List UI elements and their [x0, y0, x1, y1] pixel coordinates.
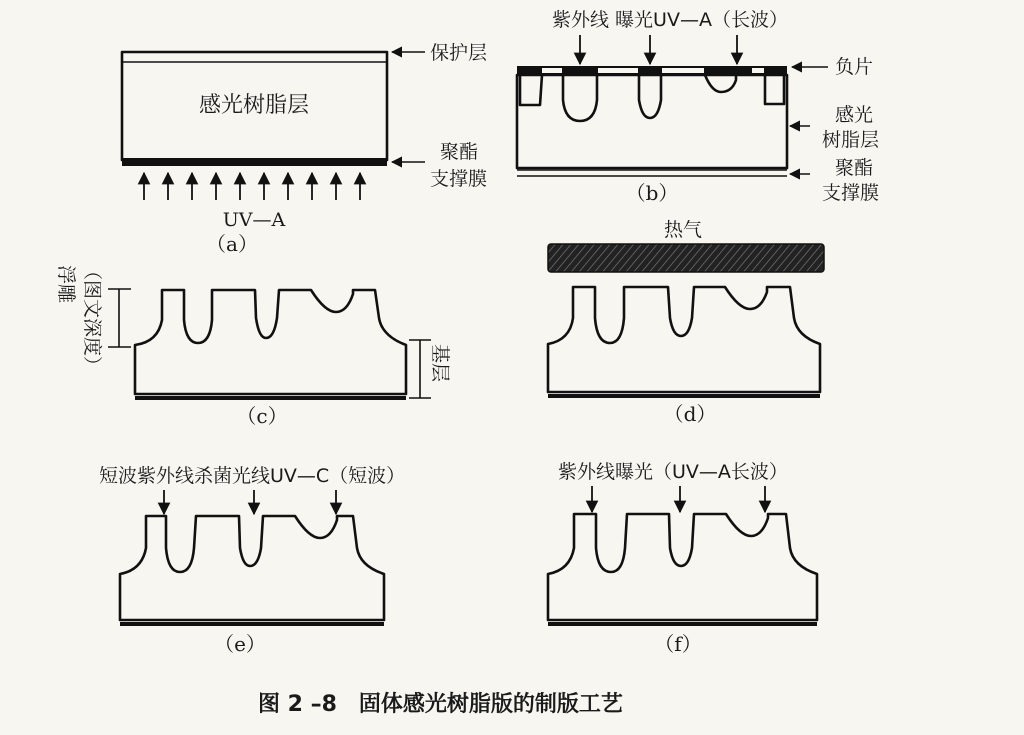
panel-f-label: （f）: [654, 632, 702, 656]
relief-label: 浮雕: [55, 265, 77, 304]
uv-exposure-label: 紫外线 曝光UV—A（长波）: [552, 9, 788, 31]
resin-label-2: 树脂层: [822, 129, 880, 151]
resin-label-1: 感光: [835, 104, 874, 126]
relief-depth-label: （图文深度）: [81, 261, 103, 376]
relief-plate-outline: [135, 290, 406, 394]
cured-zone-2: [563, 75, 597, 121]
cured-zone-1: [520, 75, 542, 105]
panel-f: [548, 461, 817, 656]
cured-zone-5: [765, 75, 784, 104]
negative-window-2: [598, 68, 638, 73]
relief-depth-bracket: [108, 289, 131, 347]
polyester-label-1: 聚酯: [440, 141, 479, 163]
resin-layer-label: 感光树脂层: [198, 93, 310, 118]
uv-a-long-label: 紫外线曝光（UV—A长波）: [558, 461, 788, 483]
relief-plate-outline: [548, 514, 817, 620]
panel-e-label: （e）: [214, 632, 266, 656]
uv-a-label: UV—A: [222, 209, 286, 231]
panel-d-label: （d）: [663, 402, 717, 426]
hot-air-label: 热气: [663, 219, 703, 241]
polyester-label-1: 聚酯: [835, 157, 874, 179]
uv-arrows: [144, 173, 360, 200]
panel-b: [517, 9, 879, 205]
base-layer-bracket: [409, 340, 431, 398]
negative-label: 负片: [835, 56, 874, 78]
base-layer-label: 基层: [429, 344, 451, 383]
relief-plate-outline: [548, 287, 820, 392]
negative-window-1: [542, 68, 562, 73]
panel-d: [548, 219, 824, 426]
relief-plate-outline: [120, 516, 384, 620]
uv-c-label: 短波紫外线杀菌光线UV—C（短波）: [99, 465, 406, 487]
cured-zone-3: [639, 75, 661, 118]
figure-caption: 图 2 –8 固体感光树脂版的制版工艺: [258, 692, 623, 717]
heater-bar: [548, 244, 824, 272]
polyester-label-2: 支撑膜: [822, 182, 880, 204]
protective-layer-label: 保护层: [430, 42, 488, 64]
cured-zone-4: [705, 75, 736, 92]
polyester-label-2: 支撑膜: [430, 168, 488, 190]
polyester-film: [122, 158, 387, 166]
panel-b-label: （b）: [625, 181, 679, 205]
negative-window-3: [662, 68, 704, 73]
panel-a-label: （a）: [206, 232, 258, 256]
panel-a: [122, 42, 487, 256]
negative-window-4: [752, 68, 764, 73]
resin-box: [517, 75, 787, 168]
panel-e: [99, 465, 405, 656]
panel-c-label: （c）: [236, 404, 288, 428]
panel-c: [55, 261, 451, 428]
